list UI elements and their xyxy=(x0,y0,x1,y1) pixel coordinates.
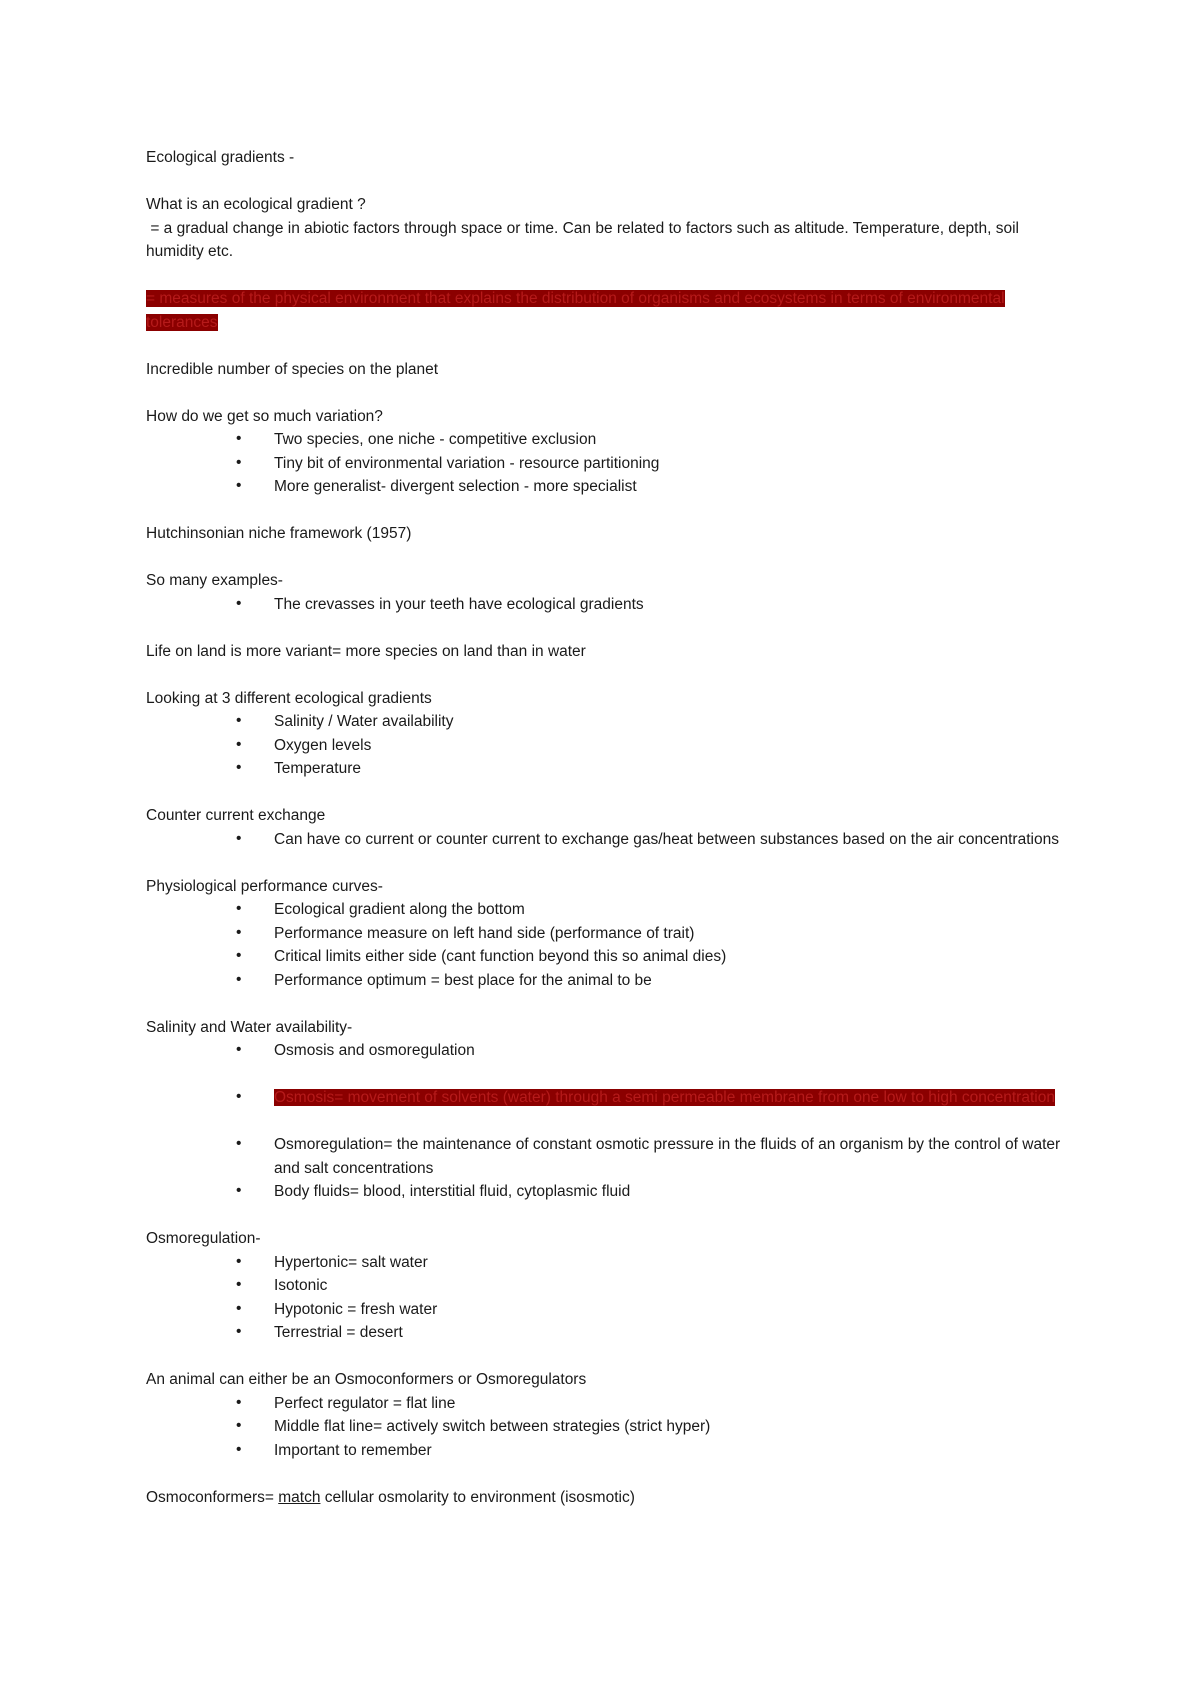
section-heading: Osmoregulation- xyxy=(146,1230,261,1247)
list-item: • Isotonic xyxy=(236,1276,328,1294)
list-item: • Important to remember xyxy=(236,1440,432,1459)
list-item: • Performance optimum = best place for the animal to be xyxy=(236,970,652,989)
bullet-list xyxy=(146,1392,1066,1463)
bullet-icon: • xyxy=(236,430,242,447)
list-item: • Hypertonic= salt water xyxy=(236,1252,428,1271)
list-item: • Performance measure on left hand side (performance of trait) xyxy=(236,923,695,942)
bullet-icon: • xyxy=(236,759,242,776)
section-heading: So many examples- xyxy=(146,572,283,589)
bullet-icon: • xyxy=(236,1440,242,1458)
list-item: • Critical limits either side (cant function beyond this so animal dies) xyxy=(236,947,727,965)
bullet-icon: • xyxy=(236,453,242,471)
answer-text: = a gradual change in abiotic factors through space or time. Can be related to factors such as altitude. Temperature, depth, soil humidity etc. xyxy=(146,219,1024,260)
highlight-text: = measures of the physical environment that explains the distribution of organisms and ecosystems in terms of environmental tolerances xyxy=(146,290,1005,331)
bullet-list xyxy=(146,898,1066,992)
bullet-icon: • xyxy=(236,947,242,964)
list-item: • Osmoregulation= the maintenance of constant osmotic pressure in the fluids of an organism by the control of water and salt concentrations xyxy=(236,1135,1061,1177)
bullet-list xyxy=(146,1039,1066,1204)
osmoconformers-line: Osmoconformers= match cellular osmolarity to environment (isosmotic) xyxy=(146,1488,635,1506)
section-heading: How do we get so much variation? xyxy=(146,407,383,425)
bullet-icon: • xyxy=(236,1393,242,1411)
bullet-list xyxy=(146,828,1066,852)
question-text: What is an ecological gradient ? xyxy=(146,196,366,213)
highlighted-definition xyxy=(146,287,1066,334)
document-title: Ecological gradients - xyxy=(146,149,295,166)
bullet-icon: • xyxy=(236,1299,242,1317)
list-item: • Ecological gradient along the bottom xyxy=(236,900,525,918)
list-item: • Salinity / Water availability xyxy=(236,712,454,730)
list-item: • More generalist- divergent selection - more specialist xyxy=(236,477,637,495)
section-performance xyxy=(146,875,1066,993)
section-what-is-gradient xyxy=(146,193,1066,264)
bullet-icon: • xyxy=(236,923,242,941)
bullet-icon: • xyxy=(236,970,242,988)
bullet-icon: • xyxy=(236,1417,242,1434)
list-item: • Hypotonic = fresh water xyxy=(236,1299,438,1318)
bullet-list xyxy=(146,428,1066,499)
bullet-list xyxy=(146,1251,1066,1345)
highlight-text: Osmosis= movement of solvents (water) through a semi permeable membrane from one low to high concentration xyxy=(274,1089,1055,1106)
list-item: • The crevasses in your teeth have ecological gradients xyxy=(236,594,644,613)
underlined-word: match xyxy=(278,1488,321,1506)
list-item: • Perfect regulator = flat line xyxy=(236,1393,456,1412)
bullet-icon: • xyxy=(236,735,242,753)
bullet-icon: • xyxy=(236,829,242,847)
section-three-gradients xyxy=(146,687,1066,781)
section-salinity xyxy=(146,1016,1066,1204)
list-item: • Oxygen levels xyxy=(236,735,372,754)
land-line: Life on land is more variant= more species on land than in water xyxy=(146,642,586,660)
bullet-icon: • xyxy=(236,1252,242,1270)
bullet-icon: • xyxy=(236,594,242,612)
document-page xyxy=(146,146,1066,1533)
list-item: • Tiny bit of environmental variation - resource partitioning xyxy=(236,453,660,472)
section-examples xyxy=(146,569,1066,616)
list-item: • Temperature xyxy=(236,759,362,777)
species-line: Incredible number of species on the planet xyxy=(146,360,439,378)
bullet-icon: • xyxy=(236,1088,242,1105)
list-item: • Body fluids= blood, interstitial fluid, cytoplasmic fluid xyxy=(236,1182,631,1200)
hutchinson-line: Hutchinsonian niche framework (1957) xyxy=(146,525,412,542)
list-item: • Can have co current or counter current to exchange gas/heat between substances based on the air concentrations xyxy=(236,829,1059,848)
section-heading: Physiological performance curves- xyxy=(146,877,383,895)
section-heading: Salinity and Water availability- xyxy=(146,1018,353,1036)
list-item: • Terrestrial = desert xyxy=(236,1323,403,1341)
bullet-list xyxy=(146,710,1066,781)
section-heading: Counter current exchange xyxy=(146,807,326,824)
bullet-icon: • xyxy=(236,477,242,494)
bullet-icon: • xyxy=(236,1041,242,1058)
list-item: • Two species, one niche - competitive exclusion xyxy=(236,430,597,448)
bullet-icon: • xyxy=(236,900,242,917)
bullet-icon: • xyxy=(236,712,242,729)
section-variation xyxy=(146,405,1066,499)
bullet-icon: • xyxy=(236,1182,242,1199)
list-item: • Osmosis and osmoregulation xyxy=(236,1041,475,1059)
bullet-icon: • xyxy=(236,1135,242,1152)
section-osmoregulation xyxy=(146,1227,1066,1345)
section-conformers xyxy=(146,1368,1066,1462)
list-item-highlighted xyxy=(146,1086,1066,1110)
bullet-icon: • xyxy=(236,1323,242,1340)
section-counter-current xyxy=(146,804,1066,851)
section-heading: Looking at 3 different ecological gradients xyxy=(146,689,432,707)
list-item: • Middle flat line= actively switch between strategies (strict hyper) xyxy=(236,1417,711,1435)
section-heading: An animal can either be an Osmoconformers or Osmoregulators xyxy=(146,1371,587,1388)
bullet-icon: • xyxy=(236,1276,242,1293)
bullet-list xyxy=(146,593,1066,617)
